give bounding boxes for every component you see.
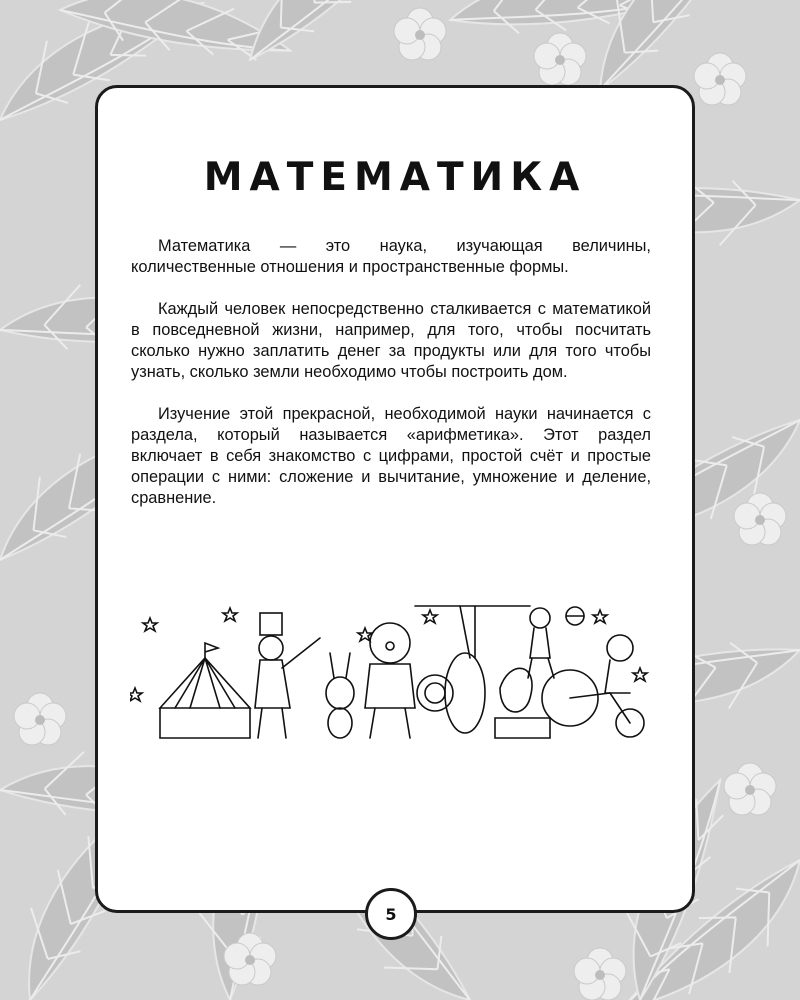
- paragraph: Каждый человек непосредственно сталкивается с математикой в повседневной жизни, например, для того, чтобы посчитать сколько нужно заплатить денег за продукты или для того чтобы узнать, сколько земли необходимо чтобы построить дом.: [131, 300, 651, 381]
- hoop-icon: [445, 653, 485, 733]
- paragraph: Математика — это наука, изучающая величины, количественные отношения и пространственные формы.: [131, 237, 651, 276]
- magician-icon: [255, 613, 320, 738]
- circus-illustration: [130, 598, 660, 743]
- ball-icon: [566, 607, 584, 625]
- page-number: 5: [365, 888, 417, 940]
- circus-tent-icon: [160, 643, 250, 738]
- clown-icon: [365, 623, 415, 738]
- body-text: [131, 236, 651, 530]
- boy-icon: [528, 608, 554, 678]
- rabbit-icon: [326, 653, 354, 738]
- paragraph: Изучение этой прекрасной, необходимой науки начинается с раздела, который называется «арифметика». Этот раздел включает в себя знакомство с цифрами, простой счёт и простые операции с ними: сложение и вычитание, умножение и деление, сравнение.: [131, 405, 651, 507]
- lion-icon: [417, 675, 453, 711]
- bear-on-bicycle-icon: [542, 635, 644, 737]
- stars-decoration: [130, 608, 647, 701]
- page-title: МАТЕМАТИКА: [203, 155, 587, 200]
